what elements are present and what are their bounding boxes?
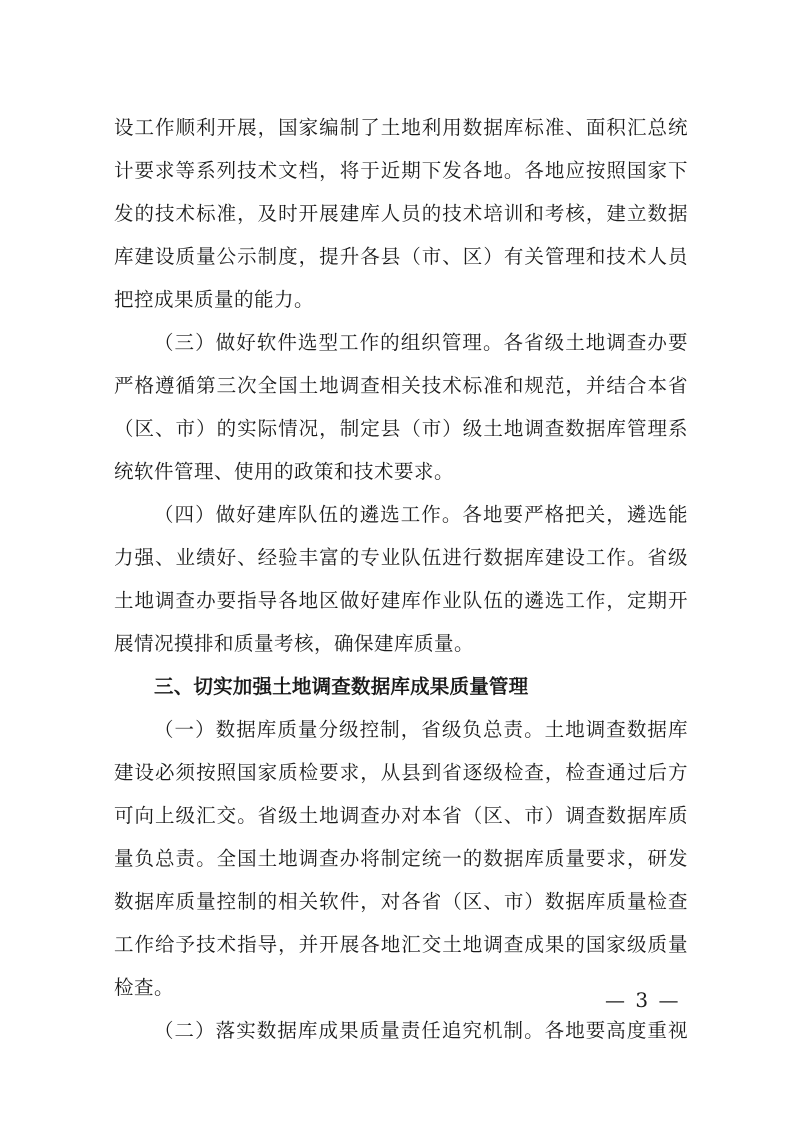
paragraph-line: 库建设质量公示制度，提升各县（市、区）有关管理和技术人员 — [114, 245, 688, 268]
paragraph-line: （区、市）的实际情况，制定县（市）级土地调查数据库管理系 — [114, 417, 688, 440]
page-number: — 3 — — [605, 988, 681, 1012]
paragraph-line: 量负总责。全国土地调查办将制定统一的数据库质量要求，研发 — [114, 847, 688, 870]
paragraph-line: 力强、业绩好、经验丰富的专业队伍进行数据库建设工作。省级 — [114, 546, 688, 569]
paragraph-line: （一）数据库质量分级控制，省级负总责。土地调查数据库 — [154, 718, 688, 741]
paragraph-line: 设工作顺利开展，国家编制了土地利用数据库标准、面积汇总统 — [114, 116, 688, 139]
paragraph-line: 发的技术标准，及时开展建库人员的技术培训和考核，建立数据 — [114, 202, 688, 225]
paragraph-line: 土地调查办要指导各地区做好建库作业队伍的遴选工作，定期开 — [114, 589, 688, 612]
paragraph-line: 数据库质量控制的相关软件，对各省（区、市）数据库质量检查 — [114, 890, 688, 913]
paragraph-line: 建设必须按照国家质检要求，从县到省逐级检查，检查通过后方 — [114, 761, 688, 784]
paragraph-line: 检查。 — [114, 976, 175, 999]
paragraph-line: 工作给予技术指导，并开展各地汇交土地调查成果的国家级质量 — [114, 933, 688, 956]
section-heading: 三、切实加强土地调查数据库成果质量管理 — [154, 675, 529, 698]
paragraph-line: （三）做好软件选型工作的组织管理。各省级土地调查办要 — [154, 331, 688, 354]
paragraph-line: 计要求等系列技术文档，将于近期下发各地。各地应按照国家下 — [114, 159, 688, 182]
paragraph-line: 严格遵循第三次全国土地调查相关技术标准和规范，并结合本省 — [114, 374, 688, 397]
paragraph-line: （二）落实数据库成果质量责任追究机制。各地要高度重视 — [154, 1019, 688, 1042]
paragraph-line: 把控成果质量的能力。 — [114, 288, 315, 311]
paragraph-line: 统软件管理、使用的政策和技术要求。 — [114, 460, 455, 483]
paragraph-line: 展情况摸排和质量考核，确保建库质量。 — [114, 632, 475, 655]
paragraph-line: 可向上级汇交。省级土地调查办对本省（区、市）调查数据库质 — [114, 804, 688, 827]
document-body — [114, 106, 688, 1052]
paragraph-line: （四）做好建库队伍的遴选工作。各地要严格把关，遴选能 — [154, 503, 688, 526]
